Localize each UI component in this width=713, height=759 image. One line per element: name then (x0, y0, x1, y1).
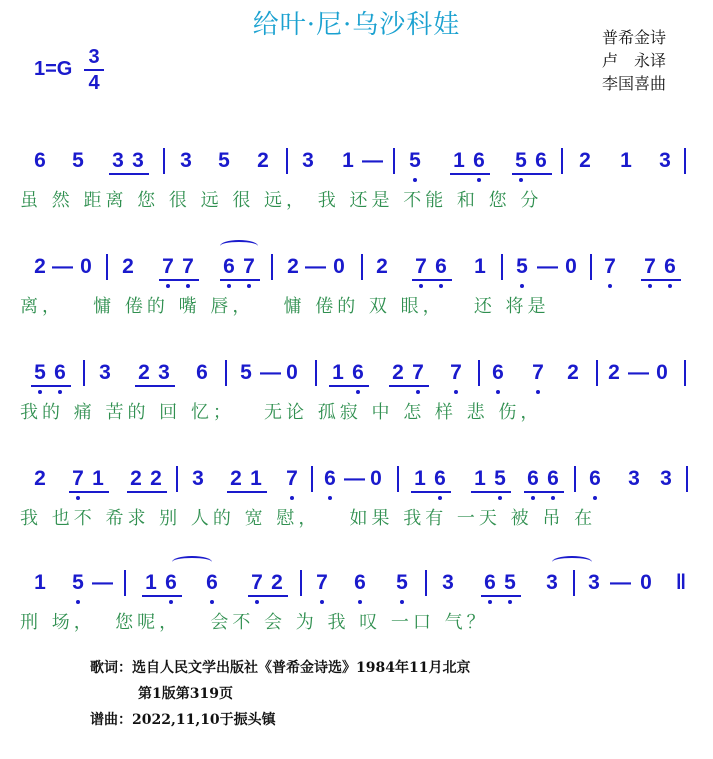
note: 2 (287, 255, 299, 278)
note: 6 (434, 467, 446, 490)
note: 3 (628, 467, 640, 490)
bar-line (684, 360, 686, 386)
note: 3 (99, 361, 111, 384)
note: 7 (644, 255, 656, 278)
dash: — (537, 255, 558, 278)
low-octave-dot (438, 496, 442, 500)
lyrics-line (0, 186, 713, 214)
note: 7 (162, 255, 174, 278)
note: 1 (342, 149, 354, 172)
bar-line (686, 466, 688, 492)
bar-line (574, 466, 576, 492)
beam (109, 173, 149, 175)
note: 3 (588, 571, 600, 594)
note: 7 (251, 571, 263, 594)
note: 7 (286, 467, 298, 490)
note: 3 (180, 149, 192, 172)
beam (159, 279, 199, 281)
low-octave-dot (668, 284, 672, 288)
poet-credit: 普希金诗 (602, 28, 667, 47)
note: 0 (333, 255, 345, 278)
lyrics-line (0, 608, 713, 636)
translator-credit: 卢 永译 (602, 51, 667, 70)
beam (512, 173, 552, 175)
note: 7 (604, 255, 616, 278)
dash: — (344, 467, 365, 490)
note: 6 (54, 361, 66, 384)
bar-line (225, 360, 227, 386)
note: 2 (271, 571, 283, 594)
beam (524, 491, 564, 493)
dash: — (305, 255, 326, 278)
bar-line (393, 148, 395, 174)
notes-line (0, 360, 713, 390)
note: 3 (659, 149, 671, 172)
low-octave-dot (58, 390, 62, 394)
note: 5 (409, 149, 421, 172)
note: 7 (243, 255, 255, 278)
note: 5 (515, 149, 527, 172)
dash: — (362, 149, 383, 172)
beam (411, 491, 451, 493)
note: 1 (332, 361, 344, 384)
beam (641, 279, 681, 281)
note: 1 (414, 467, 426, 490)
note: 2 (230, 467, 242, 490)
low-octave-dot (648, 284, 652, 288)
bar-line (271, 254, 273, 280)
note: 1 (474, 467, 486, 490)
note: 6 (324, 467, 336, 490)
note: 1 (474, 255, 486, 278)
credits (602, 26, 666, 95)
beam (31, 385, 71, 387)
note: 6 (527, 467, 539, 490)
note: 1 (92, 467, 104, 490)
beam (227, 491, 267, 493)
note: 0 (656, 361, 668, 384)
notes-line (0, 148, 713, 178)
note: 7 (450, 361, 462, 384)
notes-line (0, 570, 713, 600)
note: 5 (516, 255, 528, 278)
note: 5 (218, 149, 230, 172)
note: 3 (660, 467, 672, 490)
note: 0 (286, 361, 298, 384)
low-octave-dot (419, 284, 423, 288)
beam (389, 385, 429, 387)
bar-line (501, 254, 503, 280)
note: 2 (122, 255, 134, 278)
note: 5 (72, 571, 84, 594)
note: 1 (453, 149, 465, 172)
low-octave-dot (358, 600, 362, 604)
low-octave-dot (413, 178, 417, 182)
beam (450, 173, 490, 175)
dash: — (92, 571, 113, 594)
note: 6 (352, 361, 364, 384)
note: 1 (620, 149, 632, 172)
note: 7 (532, 361, 544, 384)
note: 2 (130, 467, 142, 490)
low-octave-dot (76, 600, 80, 604)
low-octave-dot (488, 600, 492, 604)
note: 6 (535, 149, 547, 172)
song-title: 给叶·尼·乌沙科娃 (252, 10, 461, 40)
bar-line (163, 148, 165, 174)
note: 7 (316, 571, 328, 594)
low-octave-dot (210, 600, 214, 604)
note: 5 (504, 571, 516, 594)
low-octave-dot (520, 284, 524, 288)
composer-credit: 李国喜曲 (602, 74, 667, 93)
beam (248, 595, 288, 597)
beam (471, 491, 511, 493)
time-signature (84, 46, 104, 94)
bar-line (176, 466, 178, 492)
low-octave-dot (186, 284, 190, 288)
note: 6 (473, 149, 485, 172)
low-octave-dot (496, 390, 500, 394)
note: 0 (640, 571, 652, 594)
end-barline: ‖ (675, 571, 687, 594)
note: 2 (34, 255, 46, 278)
low-octave-dot (551, 496, 555, 500)
note: 6 (492, 361, 504, 384)
low-octave-dot (400, 600, 404, 604)
bar-line (684, 148, 686, 174)
beam (69, 491, 109, 493)
note: 7 (415, 255, 427, 278)
note: 3 (158, 361, 170, 384)
note: 6 (206, 571, 218, 594)
note: 2 (138, 361, 150, 384)
note: 6 (165, 571, 177, 594)
note: 1 (34, 571, 46, 594)
slur (552, 556, 592, 568)
bar-line (425, 570, 427, 596)
footer-lyrics-source: 歌词：选自人民文学出版社《普希金诗选》1984年11月北京 (90, 660, 471, 676)
lyrics-line (0, 292, 713, 320)
note: 3 (546, 571, 558, 594)
lyric-text: 离， 慵 倦的 嘴 唇， 慵 倦的 双 眼， 还 将是 (20, 296, 550, 317)
time-signature-top: 3 (88, 46, 100, 68)
time-signature-bottom: 4 (88, 72, 100, 94)
beam (220, 279, 260, 281)
note: 6 (34, 149, 46, 172)
lyrics-line (0, 398, 713, 426)
footer-edition: 第1版第319页 (138, 686, 233, 702)
low-octave-dot (76, 496, 80, 500)
note: 3 (132, 149, 144, 172)
note: 0 (565, 255, 577, 278)
note: 6 (589, 467, 601, 490)
low-octave-dot (169, 600, 173, 604)
slur (220, 240, 258, 252)
dash: — (260, 361, 281, 384)
low-octave-dot (531, 496, 535, 500)
note: 2 (376, 255, 388, 278)
note: 5 (494, 467, 506, 490)
low-octave-dot (38, 390, 42, 394)
note: 5 (240, 361, 252, 384)
low-octave-dot (454, 390, 458, 394)
note: 7 (182, 255, 194, 278)
note: 2 (608, 361, 620, 384)
low-octave-dot (255, 600, 259, 604)
bar-line (478, 360, 480, 386)
bar-line (397, 466, 399, 492)
bar-line (561, 148, 563, 174)
note: 3 (442, 571, 454, 594)
beam (481, 595, 521, 597)
note: 2 (257, 149, 269, 172)
beam (127, 491, 167, 493)
notes-line (0, 466, 713, 496)
note: 2 (579, 149, 591, 172)
footer-composition-date: 谱曲：2022,11,10于振头镇 (90, 712, 276, 728)
note: 3 (192, 467, 204, 490)
low-octave-dot (508, 600, 512, 604)
note: 2 (567, 361, 579, 384)
note: 2 (392, 361, 404, 384)
beam (142, 595, 182, 597)
lyric-text: 我的 痛 苦的 回 忆； 无论 孤寂 中 怎 样 悲 伤， (20, 402, 543, 423)
bar-line (573, 570, 575, 596)
bar-line (286, 148, 288, 174)
note: 7 (412, 361, 424, 384)
low-octave-dot (593, 496, 597, 500)
note: 1 (250, 467, 262, 490)
note: 6 (223, 255, 235, 278)
beam (329, 385, 369, 387)
low-octave-dot (608, 284, 612, 288)
bar-line (83, 360, 85, 386)
low-octave-dot (166, 284, 170, 288)
key-signature: 1=G (34, 58, 73, 80)
bar-line (596, 360, 598, 386)
bar-line (311, 466, 313, 492)
dash: — (628, 361, 649, 384)
note: 1 (145, 571, 157, 594)
low-octave-dot (320, 600, 324, 604)
beam (135, 385, 175, 387)
note: 6 (196, 361, 208, 384)
note: 6 (484, 571, 496, 594)
note: 6 (547, 467, 559, 490)
bar-line (590, 254, 592, 280)
lyrics-line (0, 504, 713, 532)
footer-notes (90, 655, 470, 733)
beam (412, 279, 452, 281)
low-octave-dot (498, 496, 502, 500)
low-octave-dot (536, 390, 540, 394)
note: 3 (112, 149, 124, 172)
note: 5 (72, 149, 84, 172)
note: 2 (34, 467, 46, 490)
dash: — (610, 571, 631, 594)
note: 5 (396, 571, 408, 594)
note: 3 (302, 149, 314, 172)
low-octave-dot (519, 178, 523, 182)
bar-line (315, 360, 317, 386)
lyric-text: 我 也不 希求 别 人的 宽 慰， 如果 我有 一天 被 吊 在 (20, 508, 597, 529)
notes-line (0, 254, 713, 284)
note: 5 (34, 361, 46, 384)
low-octave-dot (290, 496, 294, 500)
lyric-text: 虽 然 距离 您 很 远 很 远， 我 还是 不能 和 您 分 (20, 190, 543, 211)
time-signature-bar (84, 69, 104, 71)
dash: — (52, 255, 73, 278)
bar-line (361, 254, 363, 280)
bar-line (106, 254, 108, 280)
low-octave-dot (356, 390, 360, 394)
note: 0 (80, 255, 92, 278)
bar-line (300, 570, 302, 596)
bar-line (124, 570, 126, 596)
note: 0 (370, 467, 382, 490)
low-octave-dot (247, 284, 251, 288)
note: 6 (435, 255, 447, 278)
low-octave-dot (328, 496, 332, 500)
low-octave-dot (416, 390, 420, 394)
lyric-text: 刑 场， 您呢， 会不 会 为 我 叹 一口 气？ (20, 612, 489, 633)
low-octave-dot (439, 284, 443, 288)
slur (172, 556, 212, 568)
low-octave-dot (477, 178, 481, 182)
note: 7 (72, 467, 84, 490)
note: 6 (354, 571, 366, 594)
low-octave-dot (227, 284, 231, 288)
note: 6 (664, 255, 676, 278)
note: 2 (150, 467, 162, 490)
